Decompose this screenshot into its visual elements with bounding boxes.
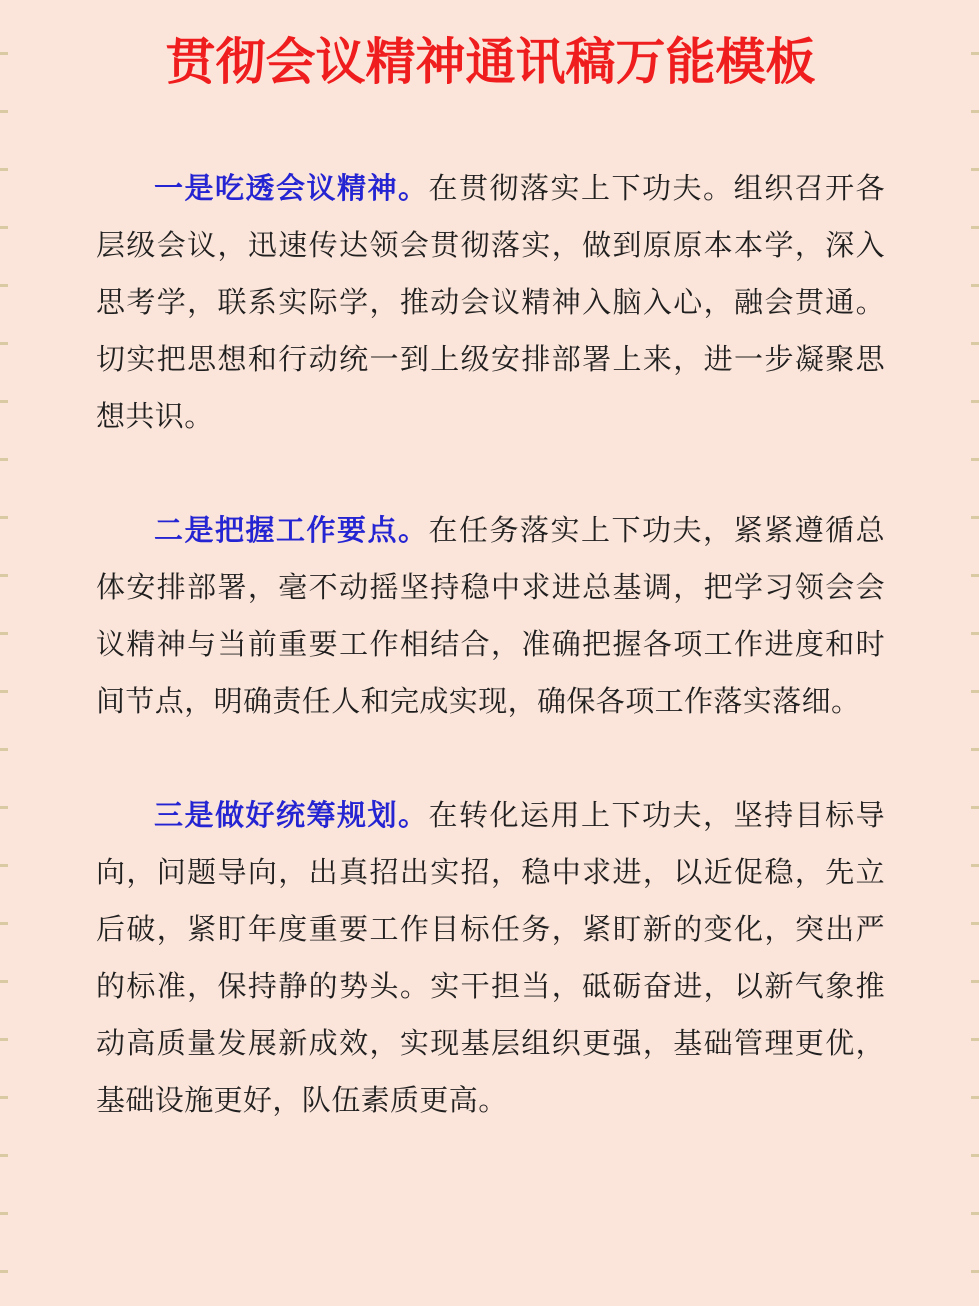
- document-body: [96, 160, 885, 1129]
- section-1-text: 在贯彻落实上下功夫。组织召开各层级会议，迅速传达领会贯彻落实，做到原原本本学，深入思考学，联系实际学，推动会议精神入脑入心，融会贯通。切实把思想和行动统一到上级安排部署上来，进一步凝聚思想共识。: [96, 171, 885, 433]
- document-title: 贯彻会议精神通讯稿万能模板: [165, 33, 816, 91]
- section-2-lead: 二是把握工作要点。: [154, 513, 429, 547]
- section-1-paragraph: [96, 160, 885, 445]
- section-1-lead: 一是吃透会议精神。: [154, 171, 429, 205]
- section-3-text: 在转化运用上下功夫，坚持目标导向，问题导向，出真招出实招，稳中求进，以近促稳，先立后破，紧盯年度重要工作目标任务，紧盯新的变化，突出严的标准，保持静的势头。实干担当，砥砺奋进，以新气象推动高质量发展新成效，实现基层组织更强，基础管理更优，基础设施更好，队伍素质更高。: [96, 798, 885, 1117]
- section-3-paragraph: [96, 787, 885, 1129]
- section-2-text: 在任务落实上下功夫，紧紧遵循总体安排部署，毫不动摇坚持稳中求进总基调，把学习领会会议精神与当前重要工作相结合，准确把握各项工作进度和时间节点，明确责任人和完成实现，确保各项工作落实落细。: [96, 513, 885, 718]
- section-2-paragraph: [96, 502, 885, 730]
- section-3-lead: 三是做好统筹规划。: [154, 798, 429, 832]
